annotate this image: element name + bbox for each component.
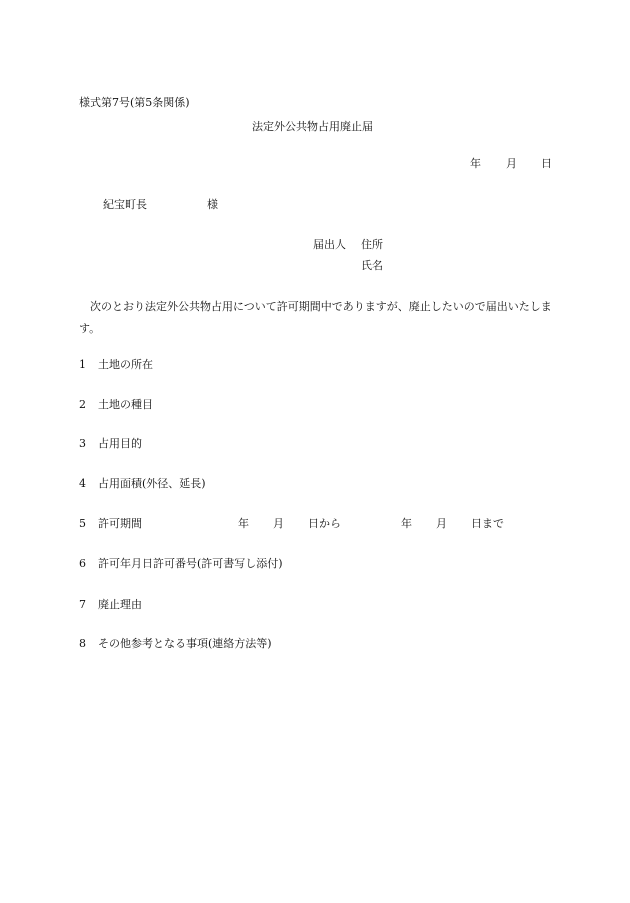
item-number: 5 <box>79 517 86 530</box>
item-label: 許可年月日許可番号(許可書写し添付) <box>98 557 283 570</box>
addressee-honorific: 様 <box>207 198 218 211</box>
form-item-location <box>79 359 153 370</box>
item-number: 4 <box>79 477 86 490</box>
form-item-land-category <box>79 399 153 410</box>
date-month-label: 月 <box>506 157 517 170</box>
item-number: 1 <box>79 358 86 371</box>
item-label: 許可期間 <box>98 517 142 530</box>
form-item-other-notes <box>79 638 272 649</box>
item-number: 8 <box>79 637 86 650</box>
addressee-name: 紀宝町長 <box>103 198 147 211</box>
permit-start-year-label: 年 <box>238 517 249 530</box>
item-label: 占用面積(外径、延長) <box>98 477 206 490</box>
form-item-discontinuation-reason <box>79 599 142 610</box>
date-day-label: 日 <box>541 157 552 170</box>
item-label: 占用目的 <box>98 437 142 450</box>
item-number: 3 <box>79 437 86 450</box>
permit-end-day-label: 日まで <box>471 517 504 530</box>
item-label: その他参考となる事項(連絡方法等) <box>98 637 272 650</box>
applicant-label: 届出人 <box>313 238 346 251</box>
applicant-name-label: 氏名 <box>361 259 383 272</box>
date-year-label: 年 <box>470 157 481 170</box>
form-item-permit-period <box>79 518 142 529</box>
permit-end-year-label: 年 <box>401 517 412 530</box>
item-label: 土地の種目 <box>98 398 153 411</box>
item-number: 6 <box>79 557 86 570</box>
form-item-permit-date-number <box>79 558 283 569</box>
applicant-address-label: 住所 <box>361 238 383 251</box>
form-item-area <box>79 478 206 489</box>
item-number: 2 <box>79 398 86 411</box>
document-title: 法定外公共物占用廃止届 <box>252 120 373 133</box>
permit-start-day-label: 日から <box>308 517 341 530</box>
permit-start-month-label: 月 <box>273 517 284 530</box>
form-number: 様式第7号(第5条関係) <box>79 96 190 109</box>
item-number: 7 <box>79 598 86 611</box>
item-label: 廃止理由 <box>98 598 142 611</box>
permit-end-month-label: 月 <box>436 517 447 530</box>
form-item-purpose <box>79 438 142 449</box>
body-paragraph: 次のとおり法定外公共物占用について許可期間中でありますが、廃止したいので届出いたします。 <box>79 300 552 335</box>
item-label: 土地の所在 <box>98 358 153 371</box>
